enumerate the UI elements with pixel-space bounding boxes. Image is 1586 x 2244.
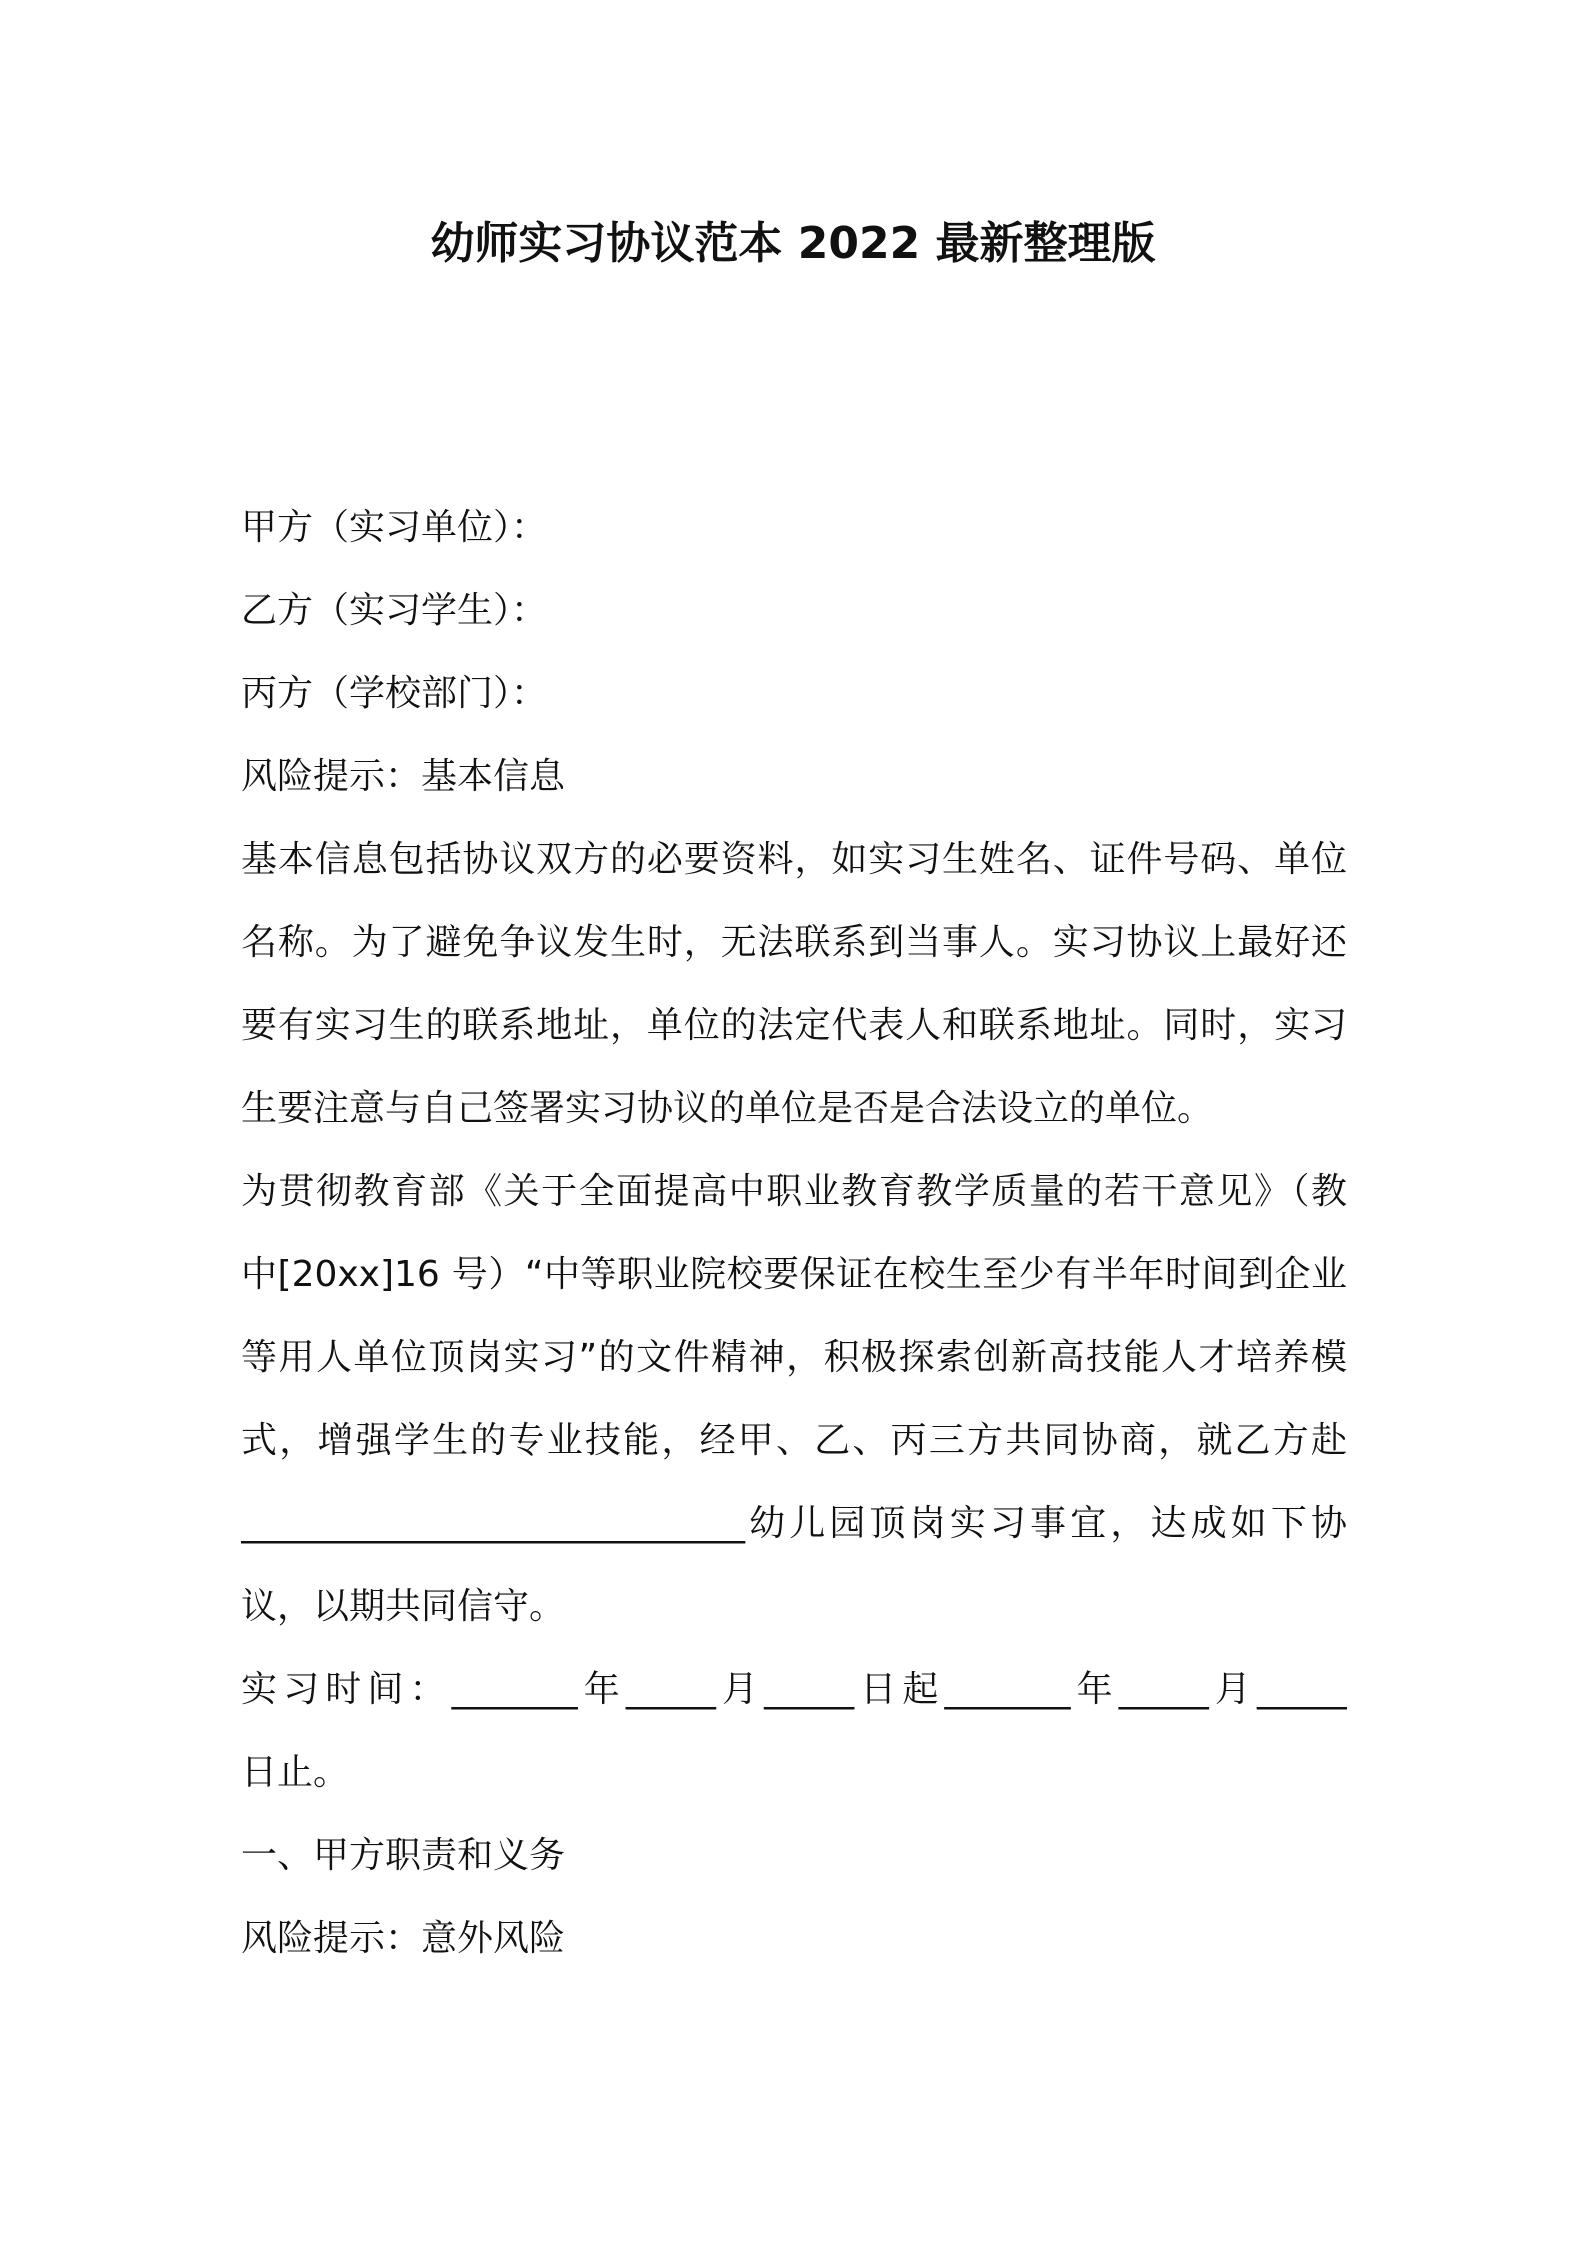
internship-period-line: 日止。 xyxy=(241,1752,350,1793)
purpose-line: 议，以期共同信守。 xyxy=(241,1586,566,1627)
internship-period-paragraph xyxy=(241,1648,1347,1814)
party-b-line: 乙方（实习学生）： xyxy=(241,590,548,631)
document-body xyxy=(241,486,1347,1980)
purpose-line: 为贯彻教育部《关于全面提高中职业教育教学质量的若干意见》（教 xyxy=(241,1171,1347,1212)
basic-info-line: 生要注意与自己签署实习协议的单位是否是合法设立的单位。 xyxy=(241,1088,1214,1129)
purpose-line: 等用人单位顶岗实习”的文件精神，积极探索创新高技能人才培养模 xyxy=(241,1337,1347,1378)
purpose-line: 式，增强学生的专业技能，经甲、乙、丙三方共同协商，就乙方赴 xyxy=(241,1420,1347,1461)
purpose-line: 中[20xx]16 号）“中等职业院校要保证在校生至少有半年时间到企业 xyxy=(241,1254,1347,1295)
basic-info-paragraph xyxy=(241,818,1347,1150)
party-a-line: 甲方（实习单位）： xyxy=(241,507,548,548)
document-title: 幼师实习协议范本 2022 最新整理版 xyxy=(430,218,1156,269)
purpose-line: ____________________________幼儿园顶岗实习事宜，达成如下协 xyxy=(241,1503,1347,1544)
risk-note-basic-info: 风险提示：基本信息 xyxy=(241,756,566,797)
basic-info-line: 名称。为了避免争议发生时，无法联系到当事人。实习协议上最好还 xyxy=(241,922,1347,963)
risk-note-accident: 风险提示：意外风险 xyxy=(241,1918,566,1959)
section-1-heading: 一、甲方职责和义务 xyxy=(241,1835,566,1876)
purpose-paragraph xyxy=(241,1150,1347,1648)
party-c-line: 丙方（学校部门）： xyxy=(241,673,548,714)
basic-info-line: 基本信息包括协议双方的必要资料，如实习生姓名、证件号码、单位 xyxy=(241,839,1347,880)
basic-info-line: 要有实习生的联系地址，单位的法定代表人和联系地址。同时，实习 xyxy=(241,1005,1347,1046)
internship-period-line: 实习时间：_______年_____月_____日起_______年_____月_____ xyxy=(241,1669,1347,1710)
